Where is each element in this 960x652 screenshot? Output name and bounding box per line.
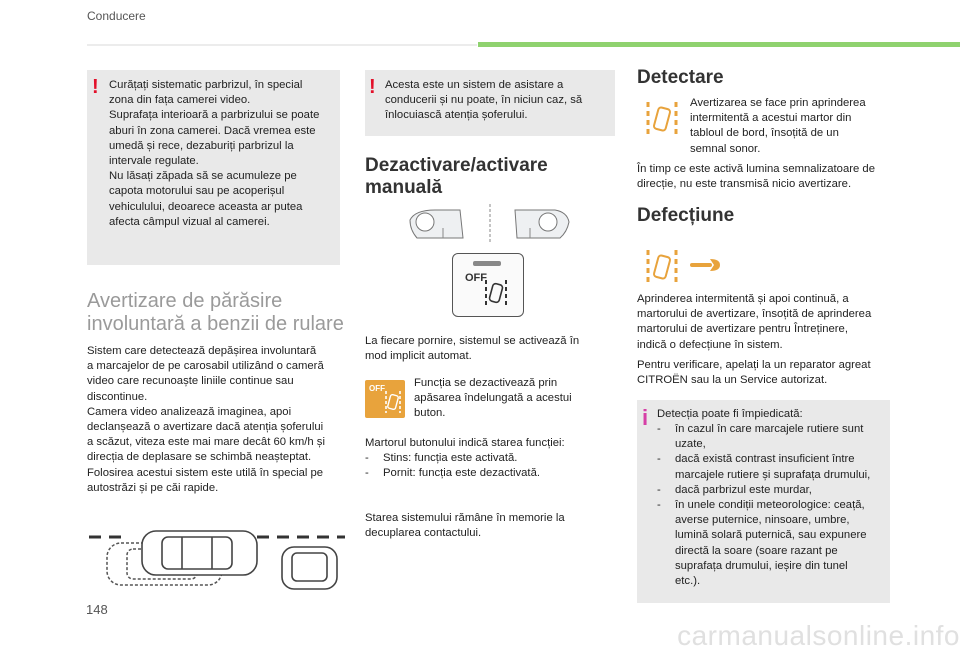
section-title-detect: Detectare [637,67,724,88]
dashboard-location-illustration [405,200,575,248]
list-dash: - [365,452,369,464]
section-title-lane-departure: Avertizare de părăsire involuntară a benzii de rulare [87,290,344,335]
list-dash: - [657,499,661,512]
warning-box-assist [365,70,615,136]
list-item-text: în unele condiții meteorologice: ceață, averse puternice, ninsoare, umbre, lumină solară puternică, sau expunere directă la soare (soare razant pe suprafața drumului, ieșire din tunel etc.). [675,499,867,588]
detect-indicator-note: În timp ce este activă lumina semnalizatoare de direcție, nu este transmisă nicio avertizare. [637,163,875,191]
lane-warning-icon-small [384,389,402,415]
off-label: OFF [465,272,487,284]
info-icon: i [642,405,649,430]
led-status-intro: Martorul butonului indică starea funcției: [365,437,565,449]
car-outline [142,531,257,575]
fault-description: Aprinderea intermitentă și apoi continuă, a martorului de avertizare, însoțită de aprinderea martorului de avertizare pentru Întreținere, indică o defecțiune în sistem. [637,293,872,351]
lane-warning-icon [483,276,509,308]
memory-text: Starea sistemului rămâne în memorie la decuplarea contactului. [365,512,565,540]
off-button-illustration[interactable] [452,253,524,317]
list-item [365,451,615,466]
list-item-text: Pornit: funcția este dezactivată. [383,467,540,480]
deactivation-text: Funcția se dezactivează prin apăsarea îndelungată a acestui buton. [414,377,572,420]
section-title-manual: Dezactivare/activare manuală [365,155,548,198]
warning-text: Curățați sistematic parbrizul, în special zona din fața camerei video. Suprafața interioară a parbrizului se poate aburi în zona camerei. Dacă vremea este umedă și rece, dezaburiți parbrizul la intervale regulate. Nu lăsați zăpada să se acumuleze pe capota motorului sau pe acoperișul vehiculului, deoarece aceasta ar putea afecta câmpul vizual al camerei. [109,79,320,228]
warning-icon: ! [369,76,376,98]
list-item [657,452,889,482]
dashboard-right [515,210,569,238]
list-item-text: dacă parbrizul este murdar, [675,483,812,496]
info-list [657,422,889,589]
header-divider [87,44,477,46]
list-item-text: dacă există contrast insuficient între marcajele rutiere și suprafața drumului, [675,453,871,481]
lane-departure-illustration [87,515,347,595]
lane-departure-description: Sistem care detectează depășirea involuntară a marcajelor de pe carosabil utilizând o cameră video care recunoaște liniile continue sau discontinue. Camera video analizează imaginea, apoi declanșează o avertizare dacă atenția șoferului a scăzut, viteza este mai mare decât 60 km/h și direcția de deplasare se schimbă neașteptat. Folosirea acestui sistem este utilă în special pe autostrăzi și pe căi rapide. [87,345,325,494]
list-dash: - [657,453,661,466]
auto-activation-text: La fiecare pornire, sistemul se activează în mod implicit automat. [365,335,580,363]
fault-service-note: Pentru verificare, apelați la un reparator agreat CITROËN sau la un Service autorizat. [637,359,871,387]
info-intro: Detecția poate fi împiedicată: [657,408,803,420]
warning-icon: ! [92,76,99,98]
list-dash: - [365,467,369,480]
info-box-detection [637,400,890,603]
warning-text: Acesta este un sistem de asistare a conducerii și nu poate, în niciun caz, să înlocuiască atenția șoferului. [385,79,583,122]
list-item [365,466,615,481]
detect-description: Avertizarea se face prin aprinderea intermitentă a acestui martor din tabloul de bord, însoțită de un semnal sonor. [690,97,866,155]
wrench-icon [690,256,722,274]
warning-box-camera [87,70,340,265]
dashboard-left [410,210,463,238]
list-item-text: Stins: funcția este activată. [383,452,518,464]
page-number: 148 [86,602,108,617]
list-item-text: în cazul în care marcajele rutiere sunt uzate, [675,423,864,451]
list-item [657,483,889,498]
off-button-icon [365,380,405,418]
list-dash: - [657,423,661,435]
header-accent-bar [478,42,960,47]
watermark[interactable]: carmanualsonline.info [677,620,960,651]
list-dash: - [657,483,661,496]
list-item [657,422,889,452]
lane-warning-lamp-icon [645,248,679,286]
car-outline-right [282,547,337,589]
led-status-list [365,451,615,481]
section-title-fault: Defecțiune [637,205,735,226]
list-item [657,498,889,589]
chapter-title: Conducere [87,9,146,23]
lane-warning-lamp-icon [645,100,679,138]
button-led [473,261,501,266]
off-label-small: OFF [369,384,385,393]
